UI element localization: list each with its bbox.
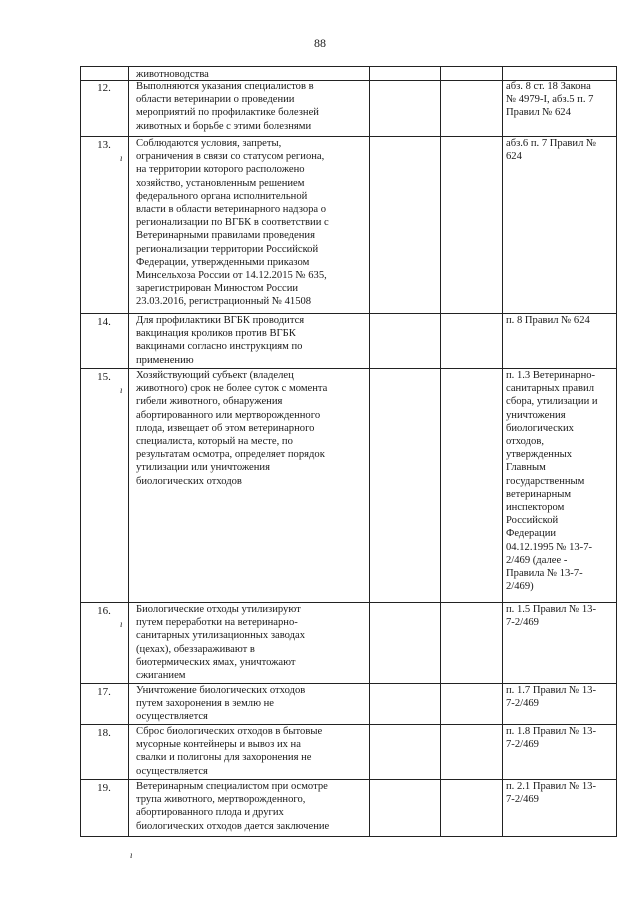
requirement-text: Биологические отходы утилизируют путем переработки на ветеринарно- санитарных утилизационных заводах (цехах), обеззараживают в биотермических ямах, уничтожают сжиганием xyxy=(136,604,306,682)
column-divider xyxy=(440,313,441,368)
column-divider xyxy=(369,602,370,683)
column-divider xyxy=(369,368,370,602)
column-divider xyxy=(502,779,503,836)
row-number xyxy=(80,782,128,795)
requirement-text: Соблюдаются условия, запреты, ограничения в связи со статусом региона, на территории которого расположено хозяйство, установленным решением федерального органа исполнительной власти в области ветеринарного надзора о регионализации по ВГБК в соответствии с Ветеринарными правилами проведения регионализации территории Российской Федерации, утвержденными приказом Минсельхоза России от 14.12.2015 № 635, зарегистрирован Минюстом России 23.03.2016, регистрационный № 41508 xyxy=(136,138,329,308)
legal-reference: п. 1.8 Правил № 13- 7-2/469 xyxy=(506,726,596,751)
row-number-text: 18. xyxy=(97,727,111,739)
row-number xyxy=(80,139,128,163)
legal-reference: п. 1.3 Ветеринарно- санитарных правил сбора, утилизации и уничтожения биологических отходов, утвержденных Главным государственным ветеринарным инспектором Российской Федерации 04.12.1995 № 13-7- 2/469 (далее - Правила № 13-7- 2/469) xyxy=(506,370,598,593)
table-border xyxy=(616,136,617,313)
table-border xyxy=(616,368,617,602)
column-divider xyxy=(502,683,503,724)
column-divider xyxy=(440,79,441,136)
column-divider xyxy=(369,136,370,313)
table-border xyxy=(616,779,617,836)
row-number-text: 16. xyxy=(97,605,111,617)
legal-reference: п. 2.1 Правил № 13- 7-2/469 xyxy=(506,781,596,806)
column-divider xyxy=(440,136,441,313)
column-divider xyxy=(440,683,441,724)
row-number xyxy=(80,605,128,629)
table-row xyxy=(80,779,617,837)
legal-reference: п. 1.7 Правил № 13- 7-2/469 xyxy=(506,685,596,710)
row-number-text: 17. xyxy=(97,686,111,698)
row-number xyxy=(80,686,128,699)
row-number xyxy=(80,316,128,329)
table-row xyxy=(80,724,617,780)
row-number xyxy=(80,82,128,95)
column-divider xyxy=(369,779,370,836)
column-divider xyxy=(128,602,129,683)
requirement-text: Сброс биологических отходов в бытовые мусорные контейнеры и вывоз их на свалки и полигоны для захоронения не осуществляется xyxy=(136,726,323,777)
column-divider xyxy=(502,368,503,602)
table-border xyxy=(80,368,81,602)
requirement-text: Хозяйствующий субъект (владелец животного) срок не более суток с момента гибели животного, обнаружения абортированного или мертворожденного плода, извещает об этом ветеринарного специалиста, который на месте, по результатам осмотра, определяет порядок утилизации или уничтожения биологических отходов xyxy=(136,370,328,487)
column-divider xyxy=(502,136,503,313)
column-divider xyxy=(502,724,503,779)
table-row xyxy=(80,79,617,137)
legal-reference: абз. 8 ст. 18 Закона № 4979-I, абз.5 п. 7 Правил № 624 xyxy=(506,81,594,119)
column-divider xyxy=(440,779,441,836)
column-divider xyxy=(369,79,370,136)
row-number-text: 15. xyxy=(97,371,111,383)
row-number-text: 14. xyxy=(97,316,111,328)
table-row xyxy=(80,683,617,725)
requirement-text: Для профилактики ВГБК проводится вакцинация кроликов против ВГБК вакцинами согласно инструкциям по применению xyxy=(136,315,305,366)
column-divider xyxy=(128,313,129,368)
requirement-text: Выполняются указания специалистов в области ветеринарии о проведении мероприятий по профилактике болезней животных и борьбе с этими болезнями xyxy=(136,81,319,132)
column-divider xyxy=(128,779,129,836)
column-divider xyxy=(502,602,503,683)
margin-mark: ı xyxy=(120,153,123,163)
requirement-text: Уничтожение биологических отходов путем захоронения в землю не осуществляется xyxy=(136,685,306,723)
table-border xyxy=(616,683,617,724)
row-number-text: 12. xyxy=(97,82,111,94)
requirement-text: Ветеринарным специалистом при осмотре трупа животного, мертворожденного, абортированного плода и других биологических отходов дается заключение xyxy=(136,781,330,832)
page-number: 88 xyxy=(314,36,326,50)
column-divider xyxy=(128,683,129,724)
footer-mark: ı xyxy=(130,850,133,860)
row-number-text: 19. xyxy=(97,782,111,794)
row-number-text: 13. xyxy=(97,139,111,151)
column-divider xyxy=(369,683,370,724)
table-row xyxy=(80,602,617,684)
column-divider xyxy=(128,724,129,779)
table-border xyxy=(616,79,617,136)
legal-reference: п. 1.5 Правил № 13- 7-2/469 xyxy=(506,604,596,629)
table-border xyxy=(80,136,81,313)
table-row xyxy=(80,136,617,314)
column-divider xyxy=(502,313,503,368)
column-divider xyxy=(440,724,441,779)
column-divider xyxy=(128,368,129,602)
legal-reference: п. 8 Правил № 624 xyxy=(506,315,590,326)
table-border xyxy=(616,602,617,683)
column-divider xyxy=(502,79,503,136)
row-number xyxy=(80,371,128,395)
table-row xyxy=(80,368,617,603)
row-number xyxy=(80,727,128,740)
table-border xyxy=(616,724,617,779)
table-border xyxy=(616,313,617,368)
legal-reference: абз.6 п. 7 Правил № 624 xyxy=(506,138,597,163)
table-row xyxy=(80,313,617,369)
column-divider xyxy=(440,602,441,683)
margin-mark: ı xyxy=(120,619,123,629)
requirement-text: животноводства xyxy=(136,69,209,80)
column-divider xyxy=(369,724,370,779)
column-divider xyxy=(128,136,129,313)
column-divider xyxy=(440,368,441,602)
column-divider xyxy=(128,79,129,136)
column-divider xyxy=(369,313,370,368)
margin-mark: ı xyxy=(120,385,123,395)
